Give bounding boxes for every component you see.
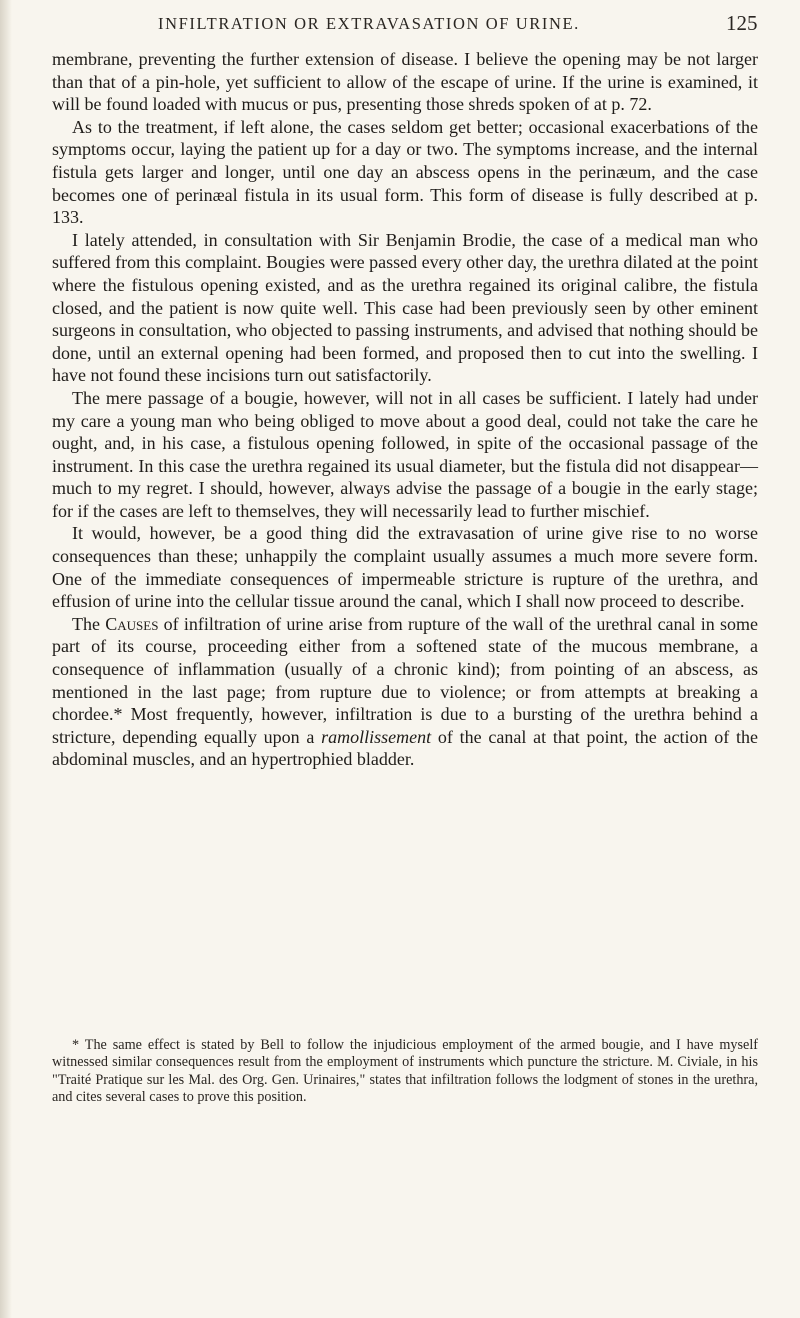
footnote: * The same effect is stated by Bell to follow the injudicious employment of the armed bougie, and I have myself witnessed similar consequences result from the employment of instruments which puncture the stricture. M. Civiale, in his "Traité Pratique sur les Mal. des Org. Gen. Urinaires," states that infiltration follows the lodgment of stones in the urethra, and cites several cases to prove this position. bbox=[52, 1037, 758, 1105]
paragraph-tail: of the canal at that point, the action of the abdominal muscles, and an hypertrophied bladder. bbox=[52, 726, 758, 770]
running-head-title: INFILTRATION OR EXTRAVASATION OF URINE. bbox=[158, 14, 580, 33]
paragraph: As to the treatment, if left alone, the cases seldom get better; occasional exacerbations of the symptoms occur, laying the patient up for a day or two. The symptoms increase, and the internal fistula gets larger and longer, until one day an abscess opens in the perinæum, and the case becomes one of perinæal fistula in its usual form. This form of disease is fully described at p. 133. bbox=[52, 116, 758, 228]
paragraph-lead: The bbox=[72, 613, 106, 634]
paragraph-body: of infiltration of urine arise from rupture of the wall of the urethral canal in some part of its course, proceeding either from a softened state of the mucous membrane, a consequence of inflammation (usually of a chronic kind); from pointing of an abscess, as mentioned in the last page; from rupture due to violence; or from attempts at breaking a chordee.* Most frequently, however, infiltration is due to a bursting of the urethra behind a stricture, depending equally upon a bbox=[52, 613, 759, 747]
paragraph: The mere passage of a bougie, however, will not in all cases be sufficient. I lately had under my care a young man who being obliged to move about a good deal, could not take the care he ought, and, in his case, a fistulous opening followed, in spite of the occasional passage of the instrument. In this case the urethra regained its usual diameter, but the fistula did not disappear—much to my regret. I should, however, always advise the passage of a bougie in the early stage; for if the cases are left to themselves, they will necessarily lead to further mischief. bbox=[52, 387, 758, 521]
paragraph bbox=[52, 613, 758, 771]
paragraph: It would, however, be a good thing did the extravasation of urine give rise to no worse consequences than these; unhappily the complaint usually assumes a much more severe form. One of the immediate consequences of impermeable stricture is rupture of the urethra, and effusion of urine into the cellular tissue around the canal, which I shall now proceed to describe. bbox=[52, 523, 758, 612]
ramollissement-italic: ramollissement bbox=[321, 726, 432, 747]
paragraph: membrane, preventing the further extension of disease. I believe the opening may be not larger than that of a pin-hole, yet sufficient to allow of the escape of urine. If the urine is examined, it will be found loaded with mucus or pus, presenting those shreds spoken of at p. 72. bbox=[52, 49, 758, 115]
page-number: 125 bbox=[726, 11, 758, 35]
body-text bbox=[52, 48, 758, 771]
causes-smallcaps: Causes bbox=[105, 613, 159, 634]
paragraph: I lately attended, in consultation with Sir Benjamin Brodie, the case of a medical man who suffered from this complaint. Bougies were passed every other day, the urethra dilated at the point where the fistulous opening existed, and as the urethra regained its original calibre, the fistula closed, and the patient is now quite well. This case had been previously seen by other eminent surgeons in consultation, who objected to passing instruments, and advised that nothing should be done, until an external opening had been formed, and proposed then to cut into the swelling. I have not found these incisions turn out satisfactorily. bbox=[52, 229, 758, 386]
binding-shadow bbox=[0, 0, 12, 1318]
